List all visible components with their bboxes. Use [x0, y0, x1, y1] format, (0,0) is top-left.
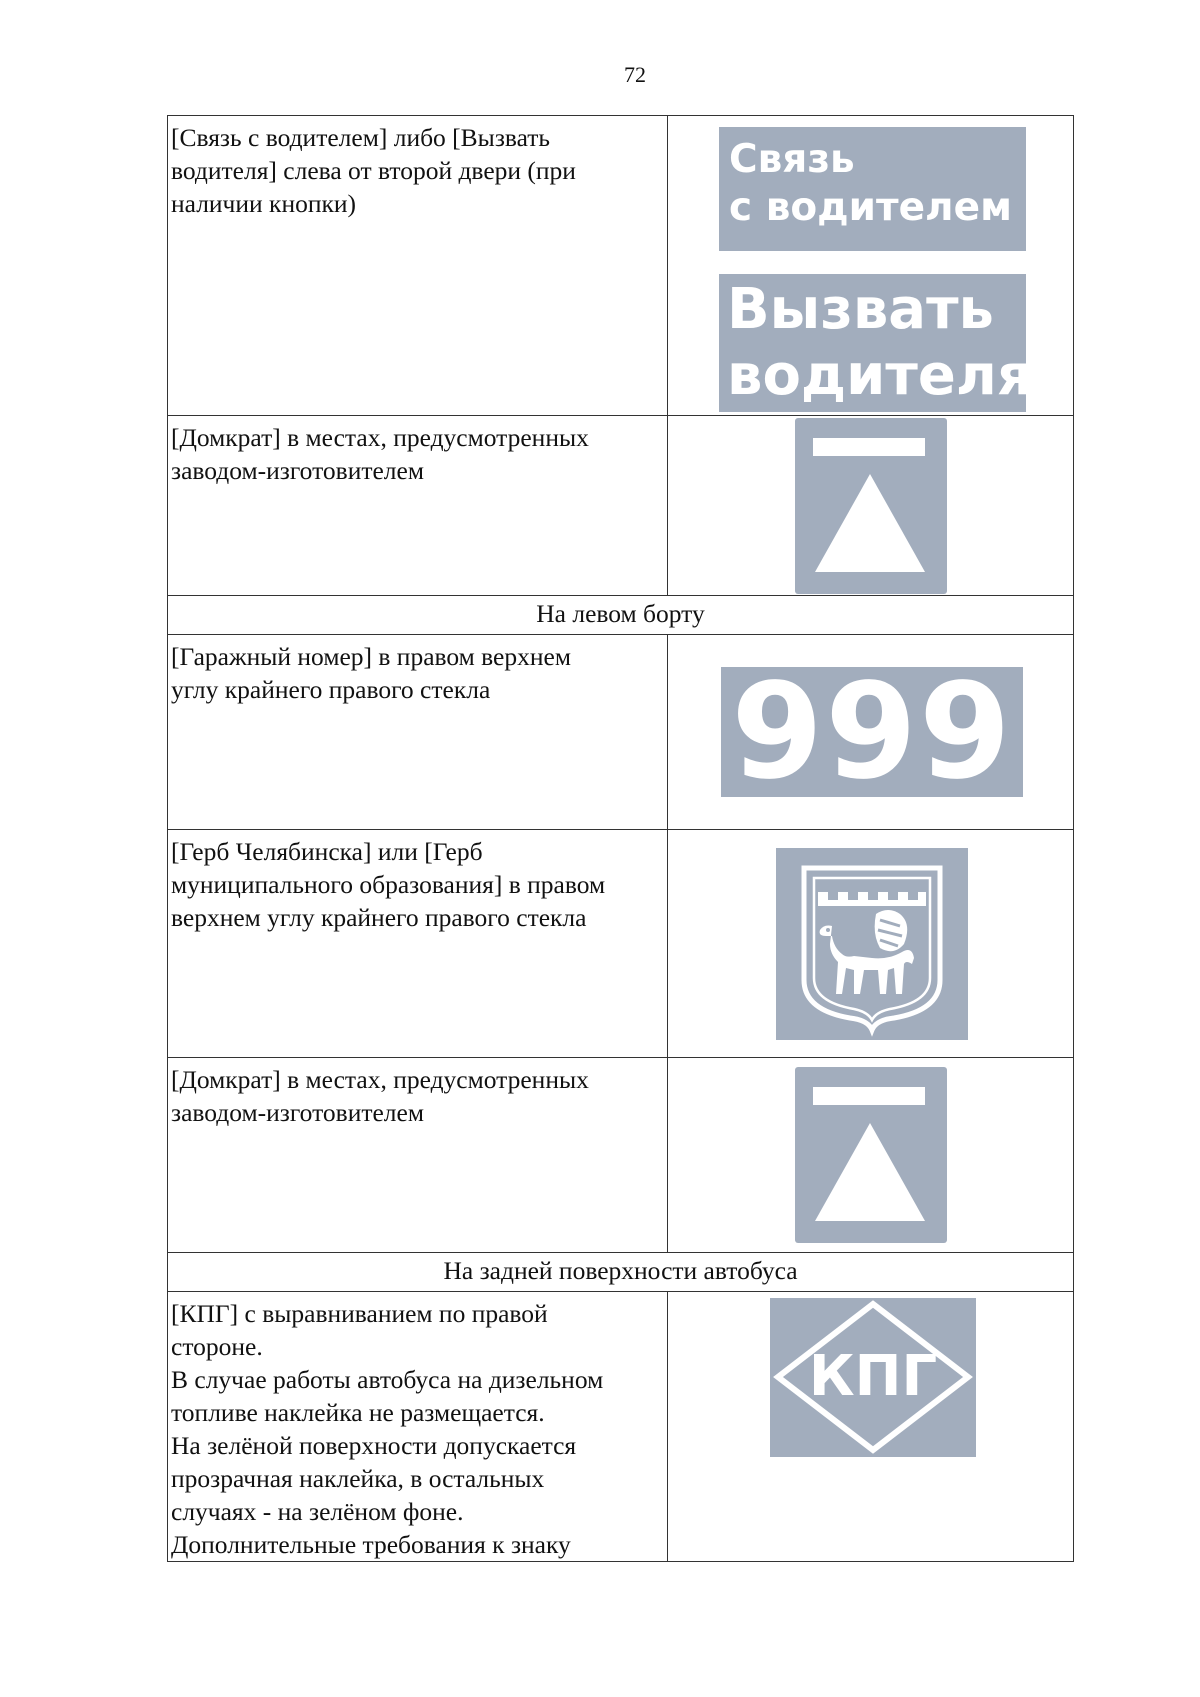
- sign-cell: [668, 116, 1074, 416]
- table-row: [168, 635, 1074, 830]
- section-header: На задней поверхности автобуса: [168, 1253, 1074, 1292]
- table-row: [168, 1292, 1074, 1562]
- description-cell: [168, 635, 668, 830]
- table-row: [168, 830, 1074, 1058]
- description-line: верхнем углу крайнего правого стекла: [171, 903, 587, 932]
- description-line: топливе наклейка не размещается.: [171, 1398, 545, 1427]
- description-line: [Домкрат] в местах, предусмотренных: [171, 423, 589, 452]
- description-line: случаях - на зелёном фоне.: [171, 1497, 464, 1526]
- table-row: [168, 116, 1074, 416]
- sign-label: Вызвать: [727, 277, 994, 342]
- description-line: [Домкрат] в местах, предусмотренных: [171, 1065, 589, 1094]
- sign-cell: [668, 635, 1074, 830]
- contact-driver-sign: [719, 127, 1026, 251]
- description-line: углу крайнего правого стекла: [171, 675, 491, 704]
- description-line: заводом-изготовителем: [171, 456, 424, 485]
- table-row: [168, 1058, 1074, 1253]
- description-line: водителя] слева от второй двери (при: [171, 156, 576, 185]
- chelyabinsk-coat-of-arms-icon: [776, 848, 968, 1040]
- table-row: [168, 416, 1074, 596]
- description-line: [Гаражный номер] в правом верхнем: [171, 642, 571, 671]
- section-header: На левом борту: [168, 596, 1074, 635]
- cng-sign: [770, 1298, 976, 1457]
- description-line: Дополнительные требования к знаку: [171, 1530, 571, 1559]
- description-cell: [168, 416, 668, 596]
- sign-label: водителя: [727, 343, 1033, 408]
- page-number: 72: [624, 62, 646, 87]
- description-cell: [168, 1058, 668, 1253]
- description-cell: [168, 1292, 668, 1562]
- sign-cell: [668, 1058, 1074, 1253]
- description-line: муниципального образования] в правом: [171, 870, 606, 899]
- sign-cell: [668, 1292, 1074, 1562]
- description-line: заводом-изготовителем: [171, 1098, 424, 1127]
- garage-number-sign: [721, 655, 1023, 809]
- description-line: наличии кнопки): [171, 189, 357, 218]
- sign-cell: [668, 830, 1074, 1058]
- description-line: На зелёной поверхности допускается: [171, 1431, 577, 1460]
- section-header-row: [168, 596, 1074, 635]
- sign-label: с водителем: [729, 185, 1012, 230]
- description-cell: [168, 830, 668, 1058]
- description-line: стороне.: [171, 1332, 263, 1361]
- garage-number: 999: [731, 655, 1013, 809]
- description-line: [Герб Челябинска] или [Герб: [171, 837, 483, 866]
- sign-cell: [668, 416, 1074, 596]
- description-cell: [168, 116, 668, 416]
- description-line: В случае работы автобуса на дизельном: [171, 1365, 604, 1394]
- jack-icon: [795, 1067, 947, 1243]
- call-driver-sign: [719, 274, 1033, 412]
- sign-label: Связь: [729, 137, 855, 182]
- section-header-row: [168, 1253, 1074, 1292]
- jack-icon: [795, 418, 947, 594]
- description-line: [КПГ] с выравниванием по правой: [171, 1299, 548, 1328]
- description-line: [Связь с водителем] либо [Вызвать: [171, 123, 551, 152]
- cng-label: КПГ: [808, 1344, 938, 1409]
- description-line: прозрачная наклейка, в остальных: [171, 1464, 545, 1493]
- signage-table: [167, 115, 1074, 1562]
